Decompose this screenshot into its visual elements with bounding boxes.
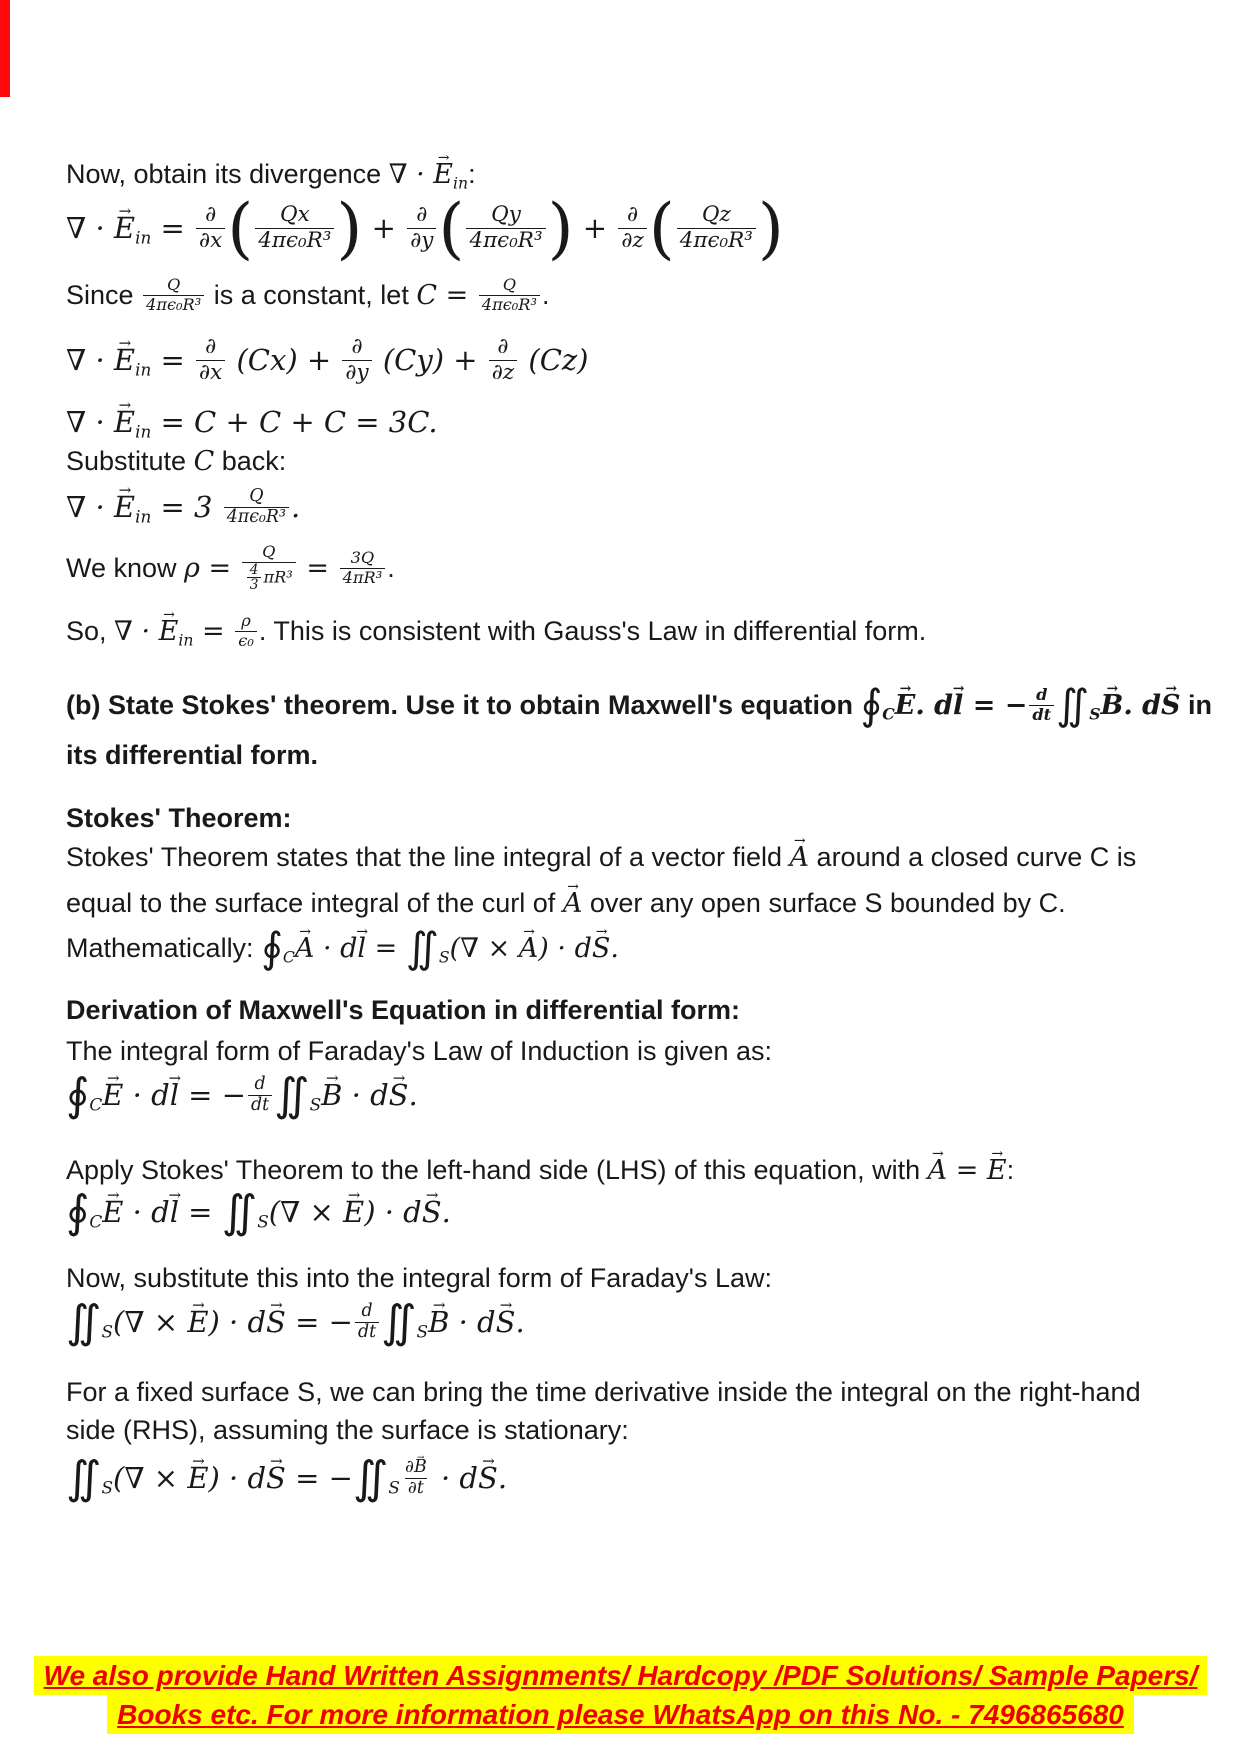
fraction-denominator — [342, 360, 371, 385]
fraction-numerator — [699, 203, 734, 227]
math-token: ∇ · — [66, 405, 114, 439]
equation-faraday-integral: ∮ C E → · d l → = − $\frac{d}{dt}$ ∬ S B → · d S → . — [66, 1065, 418, 1125]
footer-banner-line-2 — [0, 1695, 1241, 1734]
math-token: Stokes' Theorem: — [66, 802, 292, 833]
math-token: Q — [262, 542, 276, 562]
text-line-since-constant — [66, 267, 549, 323]
math-token: · d — [123, 1195, 170, 1229]
math-token: Q — [166, 275, 181, 295]
fraction-numerator — [413, 203, 430, 227]
math-token: For a fixed surface S, we can bring the time derivative inside the integral on the right-hand — [66, 1376, 1141, 1407]
vector-symbol: l → — [170, 1195, 179, 1229]
math-token: Qx — [280, 202, 310, 228]
math-token: in — [135, 421, 152, 442]
math-token: . — [441, 1195, 451, 1229]
fraction-denominator — [247, 577, 262, 592]
math-token: πR³ — [263, 567, 293, 587]
math-token: ∂ — [627, 202, 639, 228]
equation-three-c — [66, 402, 438, 442]
math-token: : — [1006, 1154, 1015, 1185]
math-token: . — [387, 552, 395, 583]
math-token: dt — [357, 1321, 377, 1342]
vector-symbol: l → — [953, 690, 963, 721]
math-token: ∂y — [345, 359, 369, 385]
math-token: (∇ × — [268, 1195, 344, 1229]
fraction-numerator — [164, 276, 183, 294]
vector-symbol: S → — [422, 1195, 442, 1229]
fraction — [618, 203, 646, 252]
math-token: back: — [214, 445, 287, 476]
math-token: equal to the surface integral of the curl of — [66, 887, 563, 918]
math-token: Q — [249, 486, 264, 507]
math-token: is a constant, let — [206, 279, 417, 310]
fraction-denominator — [1029, 705, 1054, 724]
math-token: d — [361, 1301, 373, 1322]
fraction-denominator — [677, 228, 756, 253]
math-token: in — [453, 173, 469, 193]
fraction-denominator — [405, 1478, 427, 1498]
math-token: The integral form of Faraday's Law of Induction is given as: — [66, 1035, 773, 1066]
math-token: ρ — [241, 611, 251, 631]
math-token: over any open surface S bounded by C. — [582, 887, 1066, 918]
math-token: = — [297, 552, 338, 584]
math-token: ∂ — [205, 202, 217, 228]
math-token: ∇ · — [388, 158, 434, 190]
math-token: S — [257, 1211, 269, 1232]
vector-symbol: A → — [519, 933, 539, 964]
vector-symbol: A → — [790, 842, 810, 873]
math-token: = C + C + C = 3C. — [151, 405, 438, 439]
fraction-numerator — [358, 1302, 375, 1321]
text-line-stokes-statement-1 — [66, 840, 1136, 874]
vector-symbol: S → — [496, 1305, 516, 1339]
vector-symbol: A → — [563, 888, 583, 919]
fraction-denominator — [248, 1095, 272, 1115]
math-token: So, — [66, 615, 115, 646]
vector-symbol: l → — [170, 1078, 179, 1112]
math-token: . — [497, 1461, 508, 1495]
math-token: . This is consistent with Gauss's Law in differential form. — [258, 615, 927, 646]
math-token: Qy — [491, 202, 521, 228]
fraction-denominator — [479, 295, 540, 314]
vector-symbol: B → — [428, 1305, 449, 1339]
vector-symbol: E → — [987, 1155, 1007, 1186]
fraction-denominator — [196, 228, 225, 253]
text-line-fixed-surface-1 — [66, 1375, 1141, 1409]
vector-symbol: B → — [1101, 690, 1124, 721]
math-token: ∂ — [351, 334, 363, 360]
math-token: ∇ · — [66, 490, 114, 524]
math-token: . — [610, 932, 619, 964]
math-token: . — [541, 279, 550, 310]
math-token: ∂ — [497, 334, 509, 360]
fraction-denominator — [224, 507, 289, 527]
math-token: (∇ × — [113, 1461, 188, 1495]
math-token: (∇ × — [449, 932, 519, 964]
text-line-gauss-conclusion — [66, 605, 926, 657]
fraction-denominator — [340, 568, 386, 587]
fraction-numerator — [494, 335, 511, 359]
math-token: 4πϵ₀R³ — [481, 294, 537, 314]
math-token: S — [101, 1477, 113, 1498]
math-token: 4πϵ₀R³ — [258, 227, 332, 253]
fraction-denominator — [196, 360, 225, 385]
vector-symbol: S → — [389, 1078, 409, 1112]
math-token: . — [290, 490, 301, 524]
math-token: = − — [178, 1078, 247, 1112]
fraction-denominator — [355, 1322, 379, 1342]
math-token: 3 — [249, 577, 259, 594]
math-token: ∂z — [491, 359, 515, 385]
math-token: ∇ · — [66, 343, 114, 377]
math-token: C — [193, 445, 215, 477]
equation-divergence-expansion: ∇ · E → in = $\frac{\partial}{\partial x}$ ( $\frac{Qx}{\text{4πϵ₀R³}}$ ) + $\frac{\partial}{\partial y}$ ( $\frac{Qy}{\text{4πϵ₀R³}}$ ) + $\frac{\partial}{\partial z}$ ( $\frac{Qz}{\text{4πϵ₀R³}}$ ) — [66, 186, 784, 270]
math-token: . — [515, 1305, 525, 1339]
math-token: ∂ — [416, 202, 428, 228]
fraction-denominator — [242, 562, 296, 593]
math-token: S — [101, 1321, 113, 1342]
fraction-numerator — [202, 203, 219, 227]
math-token: = 3 — [151, 490, 222, 524]
math-token: ϵ₀ — [238, 630, 254, 650]
vector-symbol: A → — [928, 1155, 948, 1186]
vector-symbol: E → — [102, 1195, 123, 1229]
vector-symbol: S → — [266, 1305, 286, 1339]
math-token: · d — [431, 1461, 478, 1495]
fraction-numerator — [277, 203, 313, 227]
fraction — [255, 203, 334, 252]
fraction-denominator — [143, 295, 204, 314]
math-token: Stokes' Theorem states that the line integral of a vector field — [66, 841, 790, 872]
vector-symbol: E → — [187, 1305, 208, 1339]
math-token: Now, substitute this into the integral form of Faraday's Law: — [66, 1262, 772, 1293]
math-token: = − — [963, 689, 1028, 721]
fraction-numerator — [238, 612, 254, 630]
fraction-numerator — [500, 276, 519, 294]
fraction-denominator — [618, 228, 646, 253]
vector-symbol: E → — [114, 211, 135, 245]
text-line-rho-definition — [66, 536, 395, 600]
fraction — [248, 1075, 272, 1115]
math-token: ) · d — [208, 1461, 267, 1495]
fraction — [224, 487, 289, 527]
fraction-numerator — [1033, 686, 1050, 704]
vector-symbol: B → — [321, 1078, 342, 1112]
math-token: in — [1180, 689, 1213, 720]
fraction — [355, 1302, 379, 1342]
math-token: . d — [1123, 689, 1162, 721]
vector-symbol: E → — [102, 1078, 123, 1112]
fraction — [340, 549, 386, 586]
math-token: d — [1036, 685, 1048, 705]
fraction — [466, 203, 545, 252]
fraction-numerator — [624, 203, 641, 227]
text-line-substitute-c — [66, 444, 286, 478]
math-token: (∇ × — [113, 1305, 188, 1339]
math-token: S — [416, 1321, 429, 1342]
math-token: Qz — [701, 202, 731, 228]
math-token: its differential form. — [66, 739, 319, 770]
fraction-numerator — [247, 563, 262, 577]
fraction-numerator — [246, 487, 266, 506]
fraction — [677, 203, 756, 252]
math-token: in — [178, 630, 194, 650]
math-token: · d — [342, 1078, 389, 1112]
math-token: 4πϵ₀R³ — [469, 227, 543, 253]
heading-stokes-theorem — [66, 801, 291, 835]
red-margin-bar — [0, 0, 10, 97]
vector-symbol: E → — [114, 405, 135, 439]
math-token: Now, obtain its divergence — [66, 158, 389, 189]
math-token: (b) State Stokes' theorem. Use it to obtain Maxwell's equation — [66, 689, 861, 720]
math-token: + — [573, 211, 617, 245]
vector-symbol: S → — [1161, 690, 1181, 721]
math-token: · d — [449, 1305, 496, 1339]
math-token: (Cx) + — [227, 343, 341, 377]
math-token: ∂x — [199, 359, 223, 385]
math-token: ) · d — [208, 1305, 267, 1339]
fraction-numerator — [402, 1458, 430, 1477]
math-token: ∇ · — [114, 615, 159, 647]
math-token: C — [882, 704, 895, 724]
fraction-denominator — [255, 228, 334, 253]
vector-symbol: E → — [343, 1195, 364, 1229]
math-token: = — [178, 1195, 222, 1229]
math-token: in — [135, 359, 152, 380]
vector-symbol: S → — [478, 1461, 498, 1495]
fraction — [247, 563, 262, 593]
math-token: dt — [251, 1094, 270, 1115]
math-token: · d — [314, 932, 358, 964]
fraction — [342, 335, 371, 384]
text-line-mathematically: Mathematically: ∮ C A → · d l → = ∬ S (∇ × A → ) · d S → . — [66, 925, 619, 971]
math-token: in — [135, 227, 152, 248]
footer-banner-line-1 — [0, 1656, 1241, 1695]
fraction — [196, 203, 225, 252]
math-token: 4πR³ — [342, 567, 383, 587]
fraction-numerator — [259, 543, 278, 561]
math-token: ∂ — [404, 1457, 414, 1478]
math-token: C — [89, 1094, 103, 1115]
math-token: in — [135, 506, 152, 527]
fraction-numerator — [348, 549, 378, 567]
text-line-stokes-statement-2 — [66, 886, 1066, 920]
math-token: 4 — [249, 561, 259, 578]
math-token: Q — [502, 275, 516, 295]
fraction-numerator — [488, 203, 524, 227]
math-token: C — [89, 1211, 103, 1232]
math-token: 4πϵ₀R³ — [679, 227, 753, 253]
equation-three-q — [66, 479, 300, 535]
equation-divergence-c — [66, 325, 589, 395]
heading-derivation — [66, 993, 740, 1027]
math-token: ∂ — [205, 334, 217, 360]
heading-part-b-line-1: (b) State Stokes' theorem. Use it to obtain Maxwell's equation ∮ C E → . d l → = − $\frac{d}{dt}$ ∬ S B → . d S → in — [66, 680, 1212, 730]
math-token: ) · d — [538, 932, 592, 964]
math-token: ∂t — [407, 1477, 424, 1498]
math-token: · d — [123, 1078, 170, 1112]
vector-symbol: E → — [187, 1461, 208, 1495]
fraction — [242, 543, 296, 592]
math-token: = — [947, 1154, 987, 1186]
text-line-fixed-surface-2 — [66, 1413, 629, 1447]
fraction-denominator — [489, 360, 517, 385]
math-token: 3Q — [350, 548, 375, 568]
math-token: ) · d — [364, 1195, 422, 1229]
text-line-now-substitute — [66, 1261, 772, 1295]
fraction-denominator — [407, 228, 436, 253]
fraction — [143, 276, 204, 313]
fraction-numerator — [202, 335, 219, 359]
text-line-faraday-intro — [66, 1034, 772, 1068]
math-token: = — [193, 615, 234, 647]
math-token: dt — [1032, 704, 1052, 724]
math-token: C = — [416, 279, 477, 311]
math-token: . d — [915, 689, 954, 721]
equation-stokes-lhs: ∮ C E → · d l → = ∬ S (∇ × E → ) · d S → . — [66, 1187, 451, 1237]
math-token: Derivation of Maxwell's Equation in differential form: — [66, 994, 740, 1025]
math-token: : — [468, 158, 476, 189]
math-token: Since — [66, 279, 142, 310]
equation-maxwell-differential-step: ∬ S (∇ × E → ) · d S → = − ∬ S $\frac{\partial B \to}{\partial t}$ · d S → . — [66, 1446, 507, 1510]
math-token: We know — [66, 552, 185, 583]
fraction-numerator — [252, 1075, 269, 1094]
math-token: = — [151, 211, 195, 245]
vector-symbol: E → — [114, 343, 135, 377]
math-token: ρ = — [184, 552, 240, 584]
math-token: ∇ · — [66, 211, 114, 245]
vector-symbol: l → — [357, 933, 366, 964]
math-token: side (RHS), assuming the surface is stationary: — [66, 1414, 629, 1445]
fraction — [402, 1458, 430, 1498]
vector-symbol: A → — [295, 933, 315, 964]
equation-substituted-faraday: ∬ S (∇ × E → ) · d S → = − $\frac{d}{dt}$ ∬ S B → · d S → . — [66, 1292, 525, 1352]
math-token: S — [438, 947, 450, 967]
text-line-apply-stokes — [66, 1153, 1014, 1187]
math-token: = − — [285, 1461, 353, 1495]
heading-part-b-line-2 — [66, 738, 318, 772]
math-token: C — [282, 947, 295, 967]
math-token: S — [388, 1477, 400, 1498]
vector-symbol: E → — [159, 616, 179, 647]
math-token: 4πϵ₀R³ — [146, 294, 202, 314]
math-token: ∂x — [199, 227, 223, 253]
math-token: 4πϵ₀R³ — [226, 506, 286, 527]
fraction — [1029, 686, 1054, 723]
math-token: Substitute — [66, 445, 194, 476]
fraction-denominator — [235, 631, 257, 650]
math-token: ∂z — [621, 227, 644, 253]
fraction — [235, 612, 257, 649]
fraction — [489, 335, 517, 384]
math-token: . — [408, 1078, 418, 1112]
math-token: S — [1089, 704, 1101, 724]
footer-text-2: Books etc. For more information please WhatsApp on this No. - 7496865680 — [107, 1695, 1134, 1734]
vector-symbol: S → — [266, 1461, 286, 1495]
math-token: (Cy) + — [373, 343, 487, 377]
math-token: = — [366, 932, 406, 964]
math-token: (Cz) — [519, 343, 589, 377]
math-token: S — [309, 1094, 322, 1115]
vector-symbol: B → — [414, 1458, 427, 1477]
math-token: d — [254, 1074, 266, 1095]
vector-symbol: E → — [433, 159, 453, 190]
math-token: Mathematically: — [66, 932, 262, 963]
math-token: + — [362, 211, 406, 245]
fraction-numerator — [348, 335, 365, 359]
vector-symbol: S → — [592, 933, 611, 964]
fraction-denominator — [466, 228, 545, 253]
vector-symbol: E → — [895, 690, 916, 721]
fraction — [407, 203, 436, 252]
math-token: ∂y — [410, 227, 434, 253]
fraction — [196, 335, 225, 384]
math-token: = − — [285, 1305, 353, 1339]
math-token: Apply Stokes' Theorem to the left-hand side (LHS) of this equation, with — [66, 1154, 928, 1185]
math-token: around a closed curve C is — [809, 841, 1137, 872]
footer-text-1: We also provide Hand Written Assignments/ Hardcopy /PDF Solutions/ Sample Papers/ — [34, 1656, 1208, 1695]
math-token: = — [151, 343, 195, 377]
vector-symbol: E → — [114, 490, 135, 524]
fraction — [479, 276, 540, 313]
